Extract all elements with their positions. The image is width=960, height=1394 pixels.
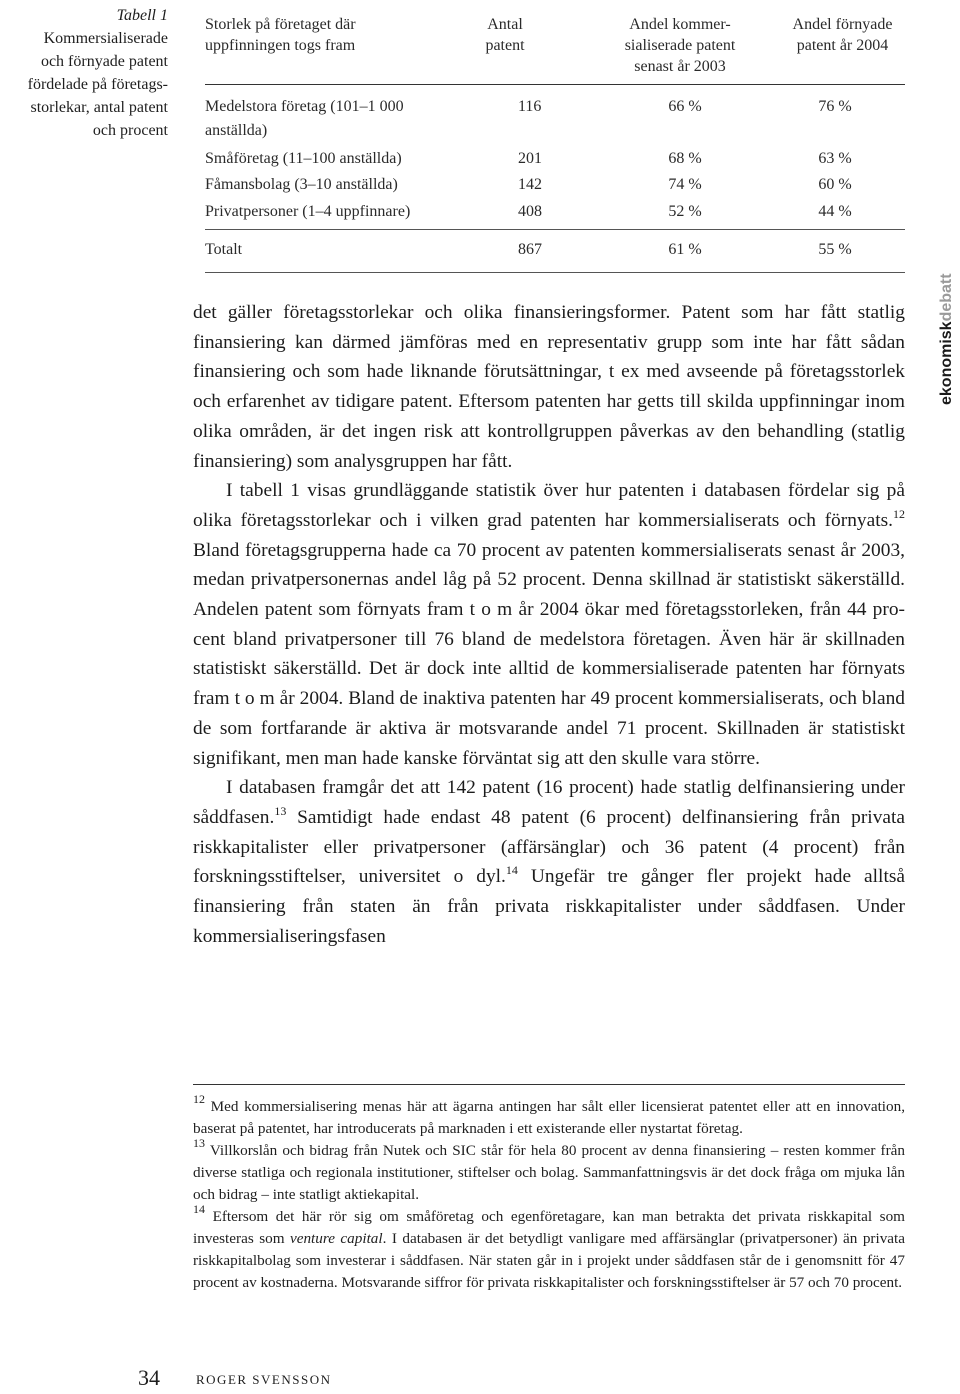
paragraph-text: I databasen framgår det att 142 patent (16 procent) hade statlig delfinansiering under såddfasen.: [193, 777, 905, 828]
footnote-divider: [193, 1084, 905, 1085]
paragraph: [193, 773, 905, 951]
header-size: Storlek på företaget där uppfinningen togs fram: [205, 16, 356, 54]
svg-text:ekonomiskdebatt: [938, 273, 955, 405]
footnote-number: 14: [193, 1202, 205, 1216]
statistics-table: [205, 12, 905, 258]
cell-count: 867: [518, 241, 542, 258]
caption-label: Tabell 1: [116, 7, 168, 24]
header-count: Antal patent: [485, 16, 525, 54]
paragraph-text: Bland företagsgrupperna hade ca 70 procent av patenten kommersialiserats senast år 2003, medan privatpersonernas andel låg på 52 procent. Denna skillnad är statistiskt säkerställd. Andelen patent som förnyats fram t o m år 2004 ökar med företagsstorleken, från 44 procent bland privatpersoner till 76 bland de medelstora företagen. Även här är skillnaden statistiskt säkerställd. Det är dock inte alltid de kommersialiserade patenten har förnyats fram t o m år 2004. Bland de inaktiva patenten har 49 procent kommersialiserats, och bland de som fortfarande är aktiva är motsvarande andel 71 procent. Skillnaden är statistiskt signifikant, men man hade kanske förväntat sig att den skulle vara större.: [193, 539, 905, 769]
side-label-part2: debatt: [938, 273, 955, 322]
paragraph: det gäller företagsstorlekar och olika finansieringsformer. Patent som har fått statlig finansiering kan därmed jämföras med en representativ grupp som inte har fått sådan finansiering och som hade liknande förutsättningar, t ex med avseende på företagsstorlek och erfarenhet av tidigare patent. Eftersom patenten har getts till skilda uppfinningar inom olika områden, är det ingen risk att kontrollgruppen påverkas av den behandling (statlig finansiering) som analysgruppen har fått.: [193, 302, 905, 472]
footnote-emphasis: venture capital: [289, 1230, 383, 1247]
header-commercialized: Andel kommer- sialiserade patent senast år 2003: [624, 16, 736, 75]
cell-size: Medelstora företag (101–1 000 anställda): [205, 98, 404, 139]
cell-commercialized: 74 %: [668, 176, 702, 193]
cell-commercialized: 68 %: [668, 150, 702, 167]
footnote-number: 13: [193, 1136, 205, 1150]
cell-count: 408: [518, 203, 542, 220]
footnote-text: Eftersom det här rör sig om småföretag och egenföretagare, kan man betrakta det privata riskkapital som investeras som: [193, 1208, 905, 1247]
footnote-ref: 14: [505, 863, 518, 878]
footnote-text: . I databasen är det betydligt vanligare med affärsänglar (privatpersoner) än privata riskkapitalbolag som investerar i såddfasen. När staten går in i projekt under såddfasen står de i genomsnitt för 47 procent av kostnaderna. Motsvarande siffror för privata riskkapitalister och forskningsstiftelser är 57 och 70 procent.: [193, 1230, 905, 1291]
footnote: [193, 1136, 905, 1206]
cell-commercialized: 61 %: [668, 241, 702, 258]
cell-renewed: 63 %: [818, 150, 852, 167]
footnote-text: Villkorslån och bidrag från Nutek och SIC står för hela 80 procent av denna finansiering – resten kommer från diverse statliga och regionala institutioner, stiftelser och bolag. Sammanfattningsvis är det dock fråga om mjuka lån och bidrag – inte statligt aktiekapital.: [193, 1142, 905, 1203]
footnote: [193, 1092, 905, 1140]
footnote-number: 12: [193, 1092, 205, 1106]
paragraph: [193, 476, 905, 773]
footnote-text: Med kommersialisering menas här att ägarna antingen har sålt eller licensierat patentet eller att en innovation, baserat på patentet, har introducerats på marknaden i ett existerande eller nystartat företag.: [193, 1098, 905, 1137]
paragraph-text: Samtidigt hade endast 48 patent (6 procent) delfinansiering från privata riskkapitalister eller privatpersoner (affärsänglar) och 36 patent (4 procent) från forskningsstiftelser, universitet o dyl.: [193, 806, 905, 888]
body-text: [193, 298, 905, 951]
table-caption: [0, 4, 168, 142]
header-renewed: Andel förnyade patent år 2004: [792, 16, 893, 54]
cell-size: Småföretag (11–100 anställda): [205, 150, 402, 167]
table-bottom-rule: [205, 272, 905, 273]
footnote: [193, 1202, 905, 1294]
paragraph-text: Ungefär tre gånger fler projekt hade alltså finansiering från staten än från privata riskkapitalister under såddfasen. Under kommersialiseringsfasen: [193, 866, 905, 947]
cell-renewed: 60 %: [818, 176, 852, 193]
cell-renewed: 44 %: [818, 203, 852, 220]
footnotes: [193, 1092, 905, 1294]
cell-commercialized: 52 %: [668, 203, 702, 220]
paragraph-text: I tabell 1 visas grundläggande statistik över hur patenten i databasen fördelar sig på olika företagsstorlekar och i vilken grad patenten har kommersialiserats och förnyats.: [193, 480, 905, 531]
cell-commercialized: 66 %: [668, 98, 702, 115]
cell-size: Privatpersoner (1–4 uppfinnare): [205, 203, 411, 220]
footnote-ref: 13: [274, 803, 287, 818]
total-divider: [205, 229, 905, 230]
cell-count: 142: [518, 176, 542, 193]
page-number: 34: [138, 1365, 160, 1390]
cell-count: 116: [518, 98, 542, 115]
journal-side-label: [933, 245, 957, 405]
cell-size: Totalt: [205, 241, 243, 258]
cell-count: 201: [518, 150, 542, 167]
caption-text: Kommersialiserade och förnyade patent fördelade på företags- storlekar, antal patent och procent: [27, 30, 168, 139]
footnote-ref: 12: [893, 506, 905, 521]
cell-renewed: 55 %: [818, 241, 852, 258]
cell-renewed: 76 %: [818, 98, 852, 115]
table-header: [205, 12, 905, 85]
running-footer-author: ROGER SVENSSON: [196, 1372, 332, 1387]
side-label-part1: ekonomisk: [938, 321, 955, 405]
cell-size: Fåmansbolag (3–10 anställda): [205, 176, 398, 193]
